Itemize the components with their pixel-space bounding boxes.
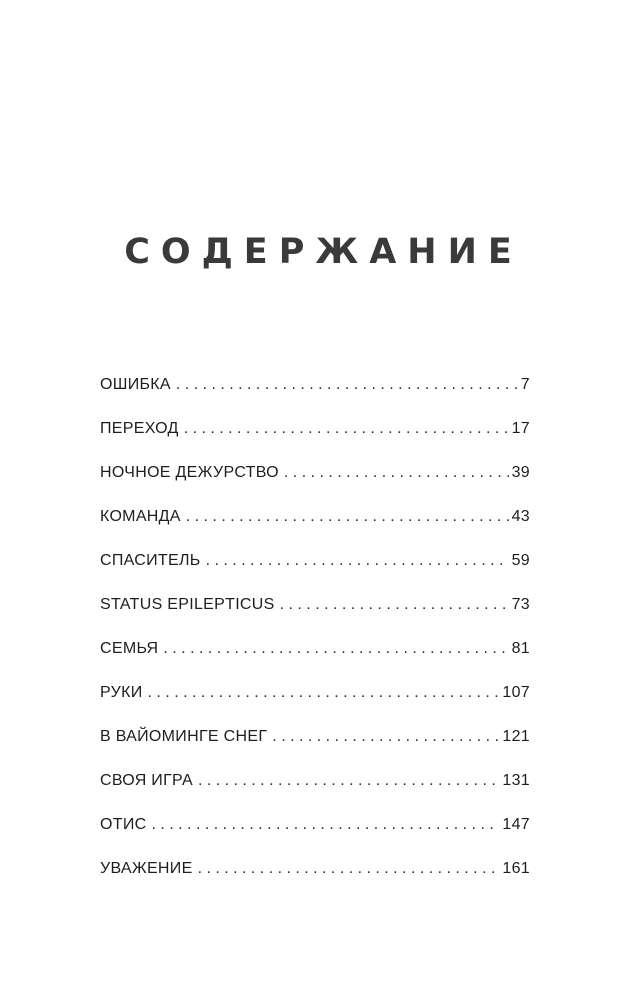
dot-leader (148, 678, 500, 708)
dot-leader (198, 854, 500, 884)
toc-entry-page: 39 (511, 464, 530, 481)
toc-entry[interactable] (100, 370, 530, 414)
toc-entry-page: 43 (511, 508, 530, 525)
toc-entry-page: 147 (502, 816, 530, 833)
toc-entry-page: 73 (511, 596, 530, 613)
toc-entry[interactable] (100, 766, 530, 810)
toc-entry-title: СПАСИТЕЛЬ (100, 552, 201, 569)
toc-entry-title: STATUS EPILEPTICUS (100, 596, 275, 613)
dot-leader (186, 502, 509, 532)
dot-leader (163, 634, 508, 664)
toc-entry-title: ОШИБКА (100, 376, 171, 393)
toc-entry[interactable] (100, 590, 530, 634)
toc-entry-page: 59 (511, 552, 530, 569)
toc-entry[interactable] (100, 810, 530, 854)
toc-entry-title: УВАЖЕНИЕ (100, 860, 193, 877)
dot-leader (176, 370, 518, 400)
toc-entry[interactable] (100, 678, 530, 722)
dot-leader (151, 810, 499, 840)
page-title: СОДЕРЖАНИЕ (124, 232, 523, 272)
toc-entry-title: В ВАЙОМИНГЕ СНЕГ (100, 728, 268, 745)
toc-entry-title: ПЕРЕХОД (100, 420, 179, 437)
dot-leader (206, 546, 509, 576)
dot-leader (272, 722, 499, 752)
toc-entry-title: СЕМЬЯ (100, 640, 159, 657)
dot-leader (198, 766, 499, 796)
toc-entry-page: 17 (511, 420, 530, 437)
toc-entry-page: 121 (502, 728, 530, 745)
toc-entry-page: 161 (502, 860, 530, 877)
toc-entry-title: НОЧНОЕ ДЕЖУРСТВО (100, 464, 279, 481)
toc-entry[interactable] (100, 634, 530, 678)
toc-entry-page: 107 (502, 684, 530, 701)
toc-entry-page: 131 (502, 772, 530, 789)
toc-entry[interactable] (100, 854, 530, 898)
toc-entry[interactable] (100, 502, 530, 546)
table-of-contents (100, 370, 530, 898)
toc-entry[interactable] (100, 546, 530, 590)
toc-entry-title: СВОЯ ИГРА (100, 772, 193, 789)
dot-leader (284, 458, 509, 488)
toc-entry-page: 7 (520, 376, 530, 393)
toc-entry-title: РУКИ (100, 684, 143, 701)
dot-leader (184, 414, 509, 444)
dot-leader (280, 590, 509, 620)
toc-entry-title: КОМАНДА (100, 508, 181, 525)
toc-entry[interactable] (100, 458, 530, 502)
toc-entry[interactable] (100, 414, 530, 458)
toc-entry-title: ОТИС (100, 816, 147, 833)
toc-entry[interactable] (100, 722, 530, 766)
toc-entry-page: 81 (511, 640, 530, 657)
